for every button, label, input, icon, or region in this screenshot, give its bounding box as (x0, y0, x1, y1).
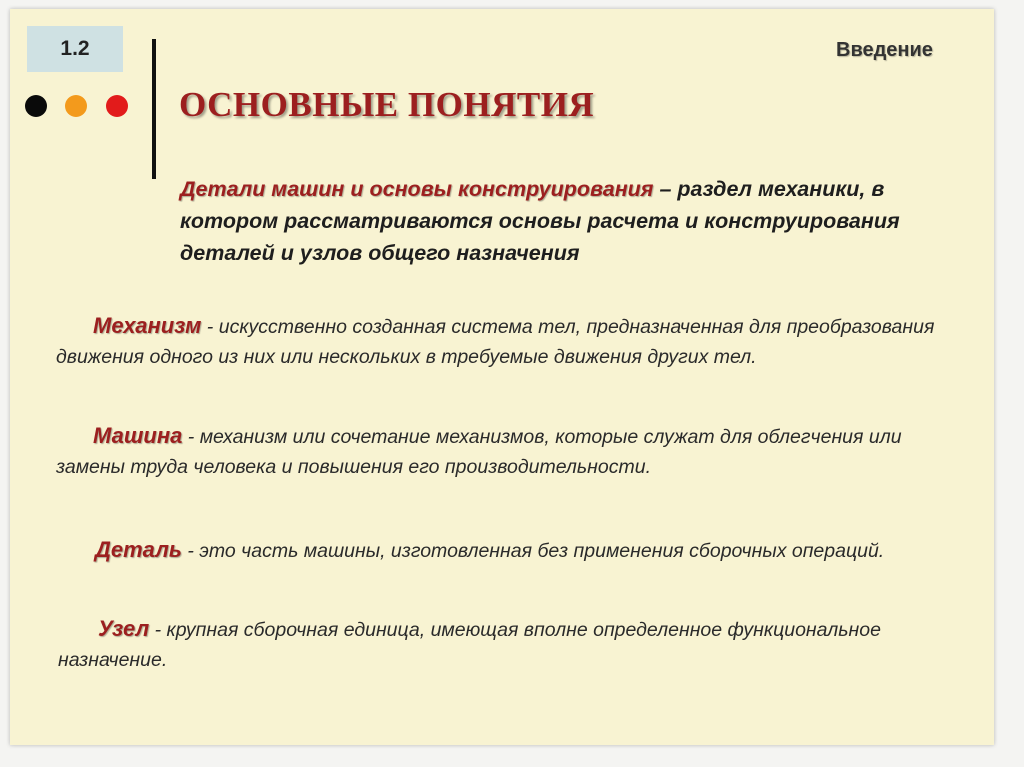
definition-text: - это часть машины, изготовленная без применения сборочных операций. (181, 540, 885, 562)
section-title: Введение (836, 39, 933, 61)
vertical-divider (152, 39, 156, 179)
definition-text: - искусственно созданная система тел, предназначенная для преобразования движения одного из них или нескольких в требуемые движения других тел. (56, 316, 935, 368)
intro-term: Детали машин и основы конструирования (180, 177, 654, 201)
slide-number: 1.2 (60, 37, 90, 60)
page-title: ОСНОВНЫЕ ПОНЯТИЯ (179, 85, 595, 124)
red-dot-icon (106, 95, 128, 117)
intro-text: – раздел механики, в котором рассматриваются основы расчета и конструирования деталей и узлов общего назначения (180, 177, 900, 265)
black-dot-icon (25, 95, 47, 117)
intro-paragraph (180, 173, 950, 269)
definition-text: - механизм или сочетание механизмов, которые служат для облегчения или замены труда человека и повышения его производительности. (56, 426, 902, 478)
definition-mechanism (56, 311, 936, 372)
slide (10, 9, 994, 745)
definition-term: Механизм (93, 313, 202, 338)
definition-assembly (58, 614, 938, 675)
definition-term: Деталь (95, 537, 182, 562)
definition-text: - крупная сборочная единица, имеющая вполне определенное функциональное назначение. (58, 619, 881, 671)
definition-term: Машина (93, 423, 183, 448)
orange-dot-icon (65, 95, 87, 117)
slide-number-badge (27, 26, 123, 72)
definition-part (58, 535, 938, 566)
definition-machine (56, 421, 936, 482)
definition-term: Узел (98, 616, 150, 641)
